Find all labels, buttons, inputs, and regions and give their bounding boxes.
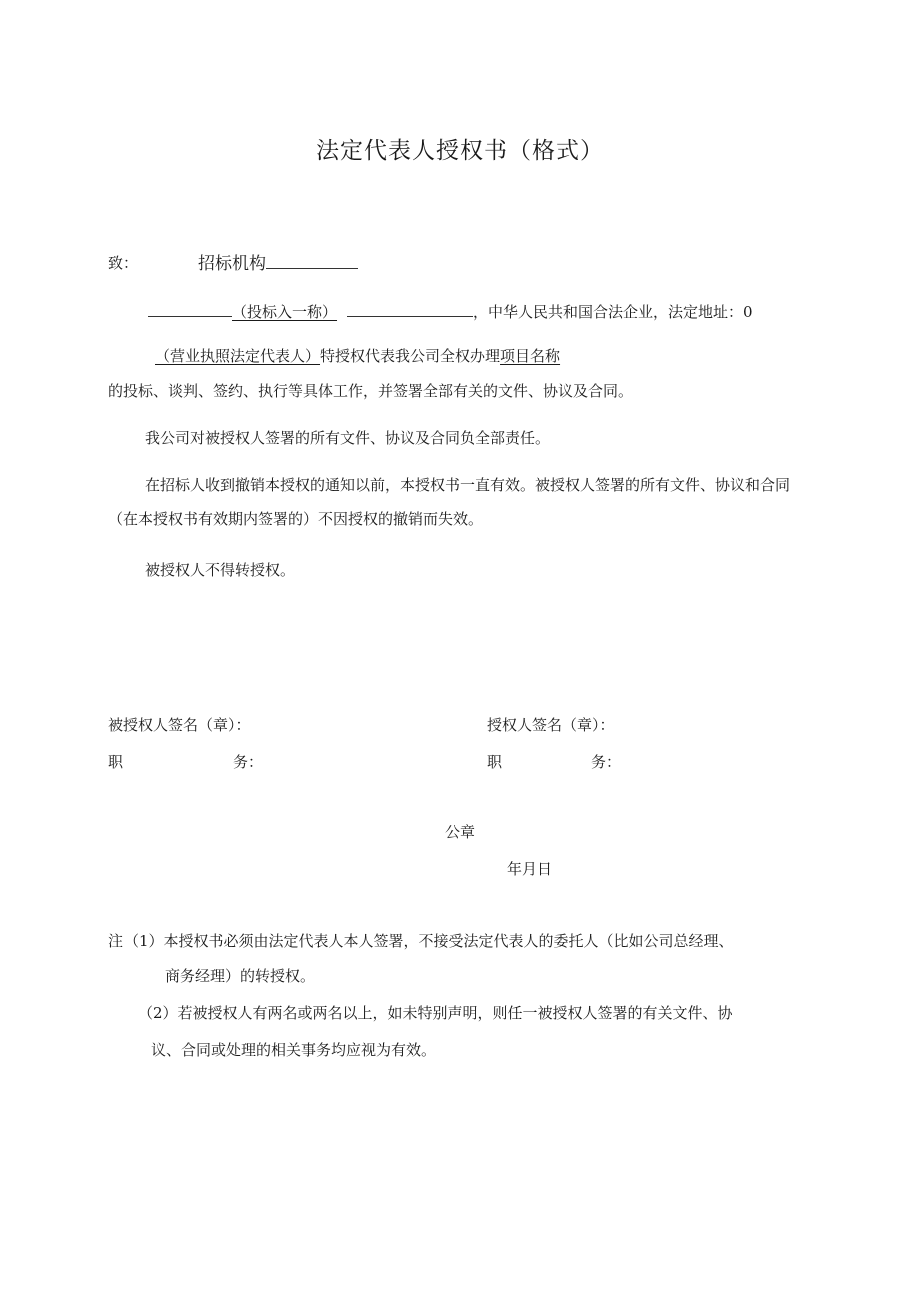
bidder-line [148, 300, 753, 322]
address-text: ，中华人民共和国合法企业，法定地址：0 [473, 303, 753, 321]
position-label-right-b: 务： [591, 753, 622, 771]
addressee-label: 致： [108, 254, 139, 272]
addressee-line [198, 252, 358, 274]
note-2-line-2: 议、合同或处理的相关事务均应视为有效。 [151, 1041, 437, 1059]
validity-text: 在招标人收到撤销本授权的通知以前，本授权书一直有效。被授权人签署的所有文件、协议和合同（在本授权书有效期内签署的）不因授权的撤销而失效。 [108, 476, 791, 528]
note-2-line-1: （2）若被授权人有两名或两名以上，如未特别声明，则任一被授权人签署的有关文件、协 [138, 1004, 733, 1022]
addressee-blank [266, 252, 358, 269]
addressee-value: 招标机构 [198, 254, 266, 274]
position-label-right-a: 职 [487, 753, 503, 771]
project-name: 项目名称 [500, 347, 561, 365]
bidder-blank-right [347, 300, 473, 317]
responsibility-text: 我公司对被授权人签署的所有文件、协议及合同负全部责任。 [145, 429, 551, 447]
notes-prefix: 注 [108, 932, 124, 950]
page-title: 法定代表人授权书（格式） [316, 138, 604, 164]
bidder-name-placeholder: （投标入一称） [232, 303, 338, 321]
legal-rep-line [155, 346, 560, 366]
no-subauth-text: 被授权人不得转授权。 [145, 561, 296, 579]
note-1-line-1: （1）本授权书必须由法定代表人本人签署，不接受法定代表人的委托人（比如公司总经理、 [124, 932, 734, 950]
seal-label: 公章 [445, 823, 476, 841]
note-1-line-2: 商务经理）的转授权。 [165, 967, 316, 985]
authorized-sign-label: 被授权人签名（章）： [108, 716, 251, 734]
date-label: 年月日 [507, 860, 553, 878]
scope-text: 的投标、谈判、签约、执行等具体工作，并签署全部有关的文件、协议及合同。 [108, 382, 634, 400]
position-label-left-a: 职 [108, 753, 124, 771]
grantor-sign-label: 授权人签名（章）： [487, 716, 615, 734]
legal-rep-placeholder: （营业执照法定代表人） [155, 347, 321, 365]
bidder-blank-left [148, 300, 232, 317]
position-label-left-b: 务： [233, 753, 264, 771]
authorize-text: 特授权代表我公司全权办理 [320, 347, 501, 365]
